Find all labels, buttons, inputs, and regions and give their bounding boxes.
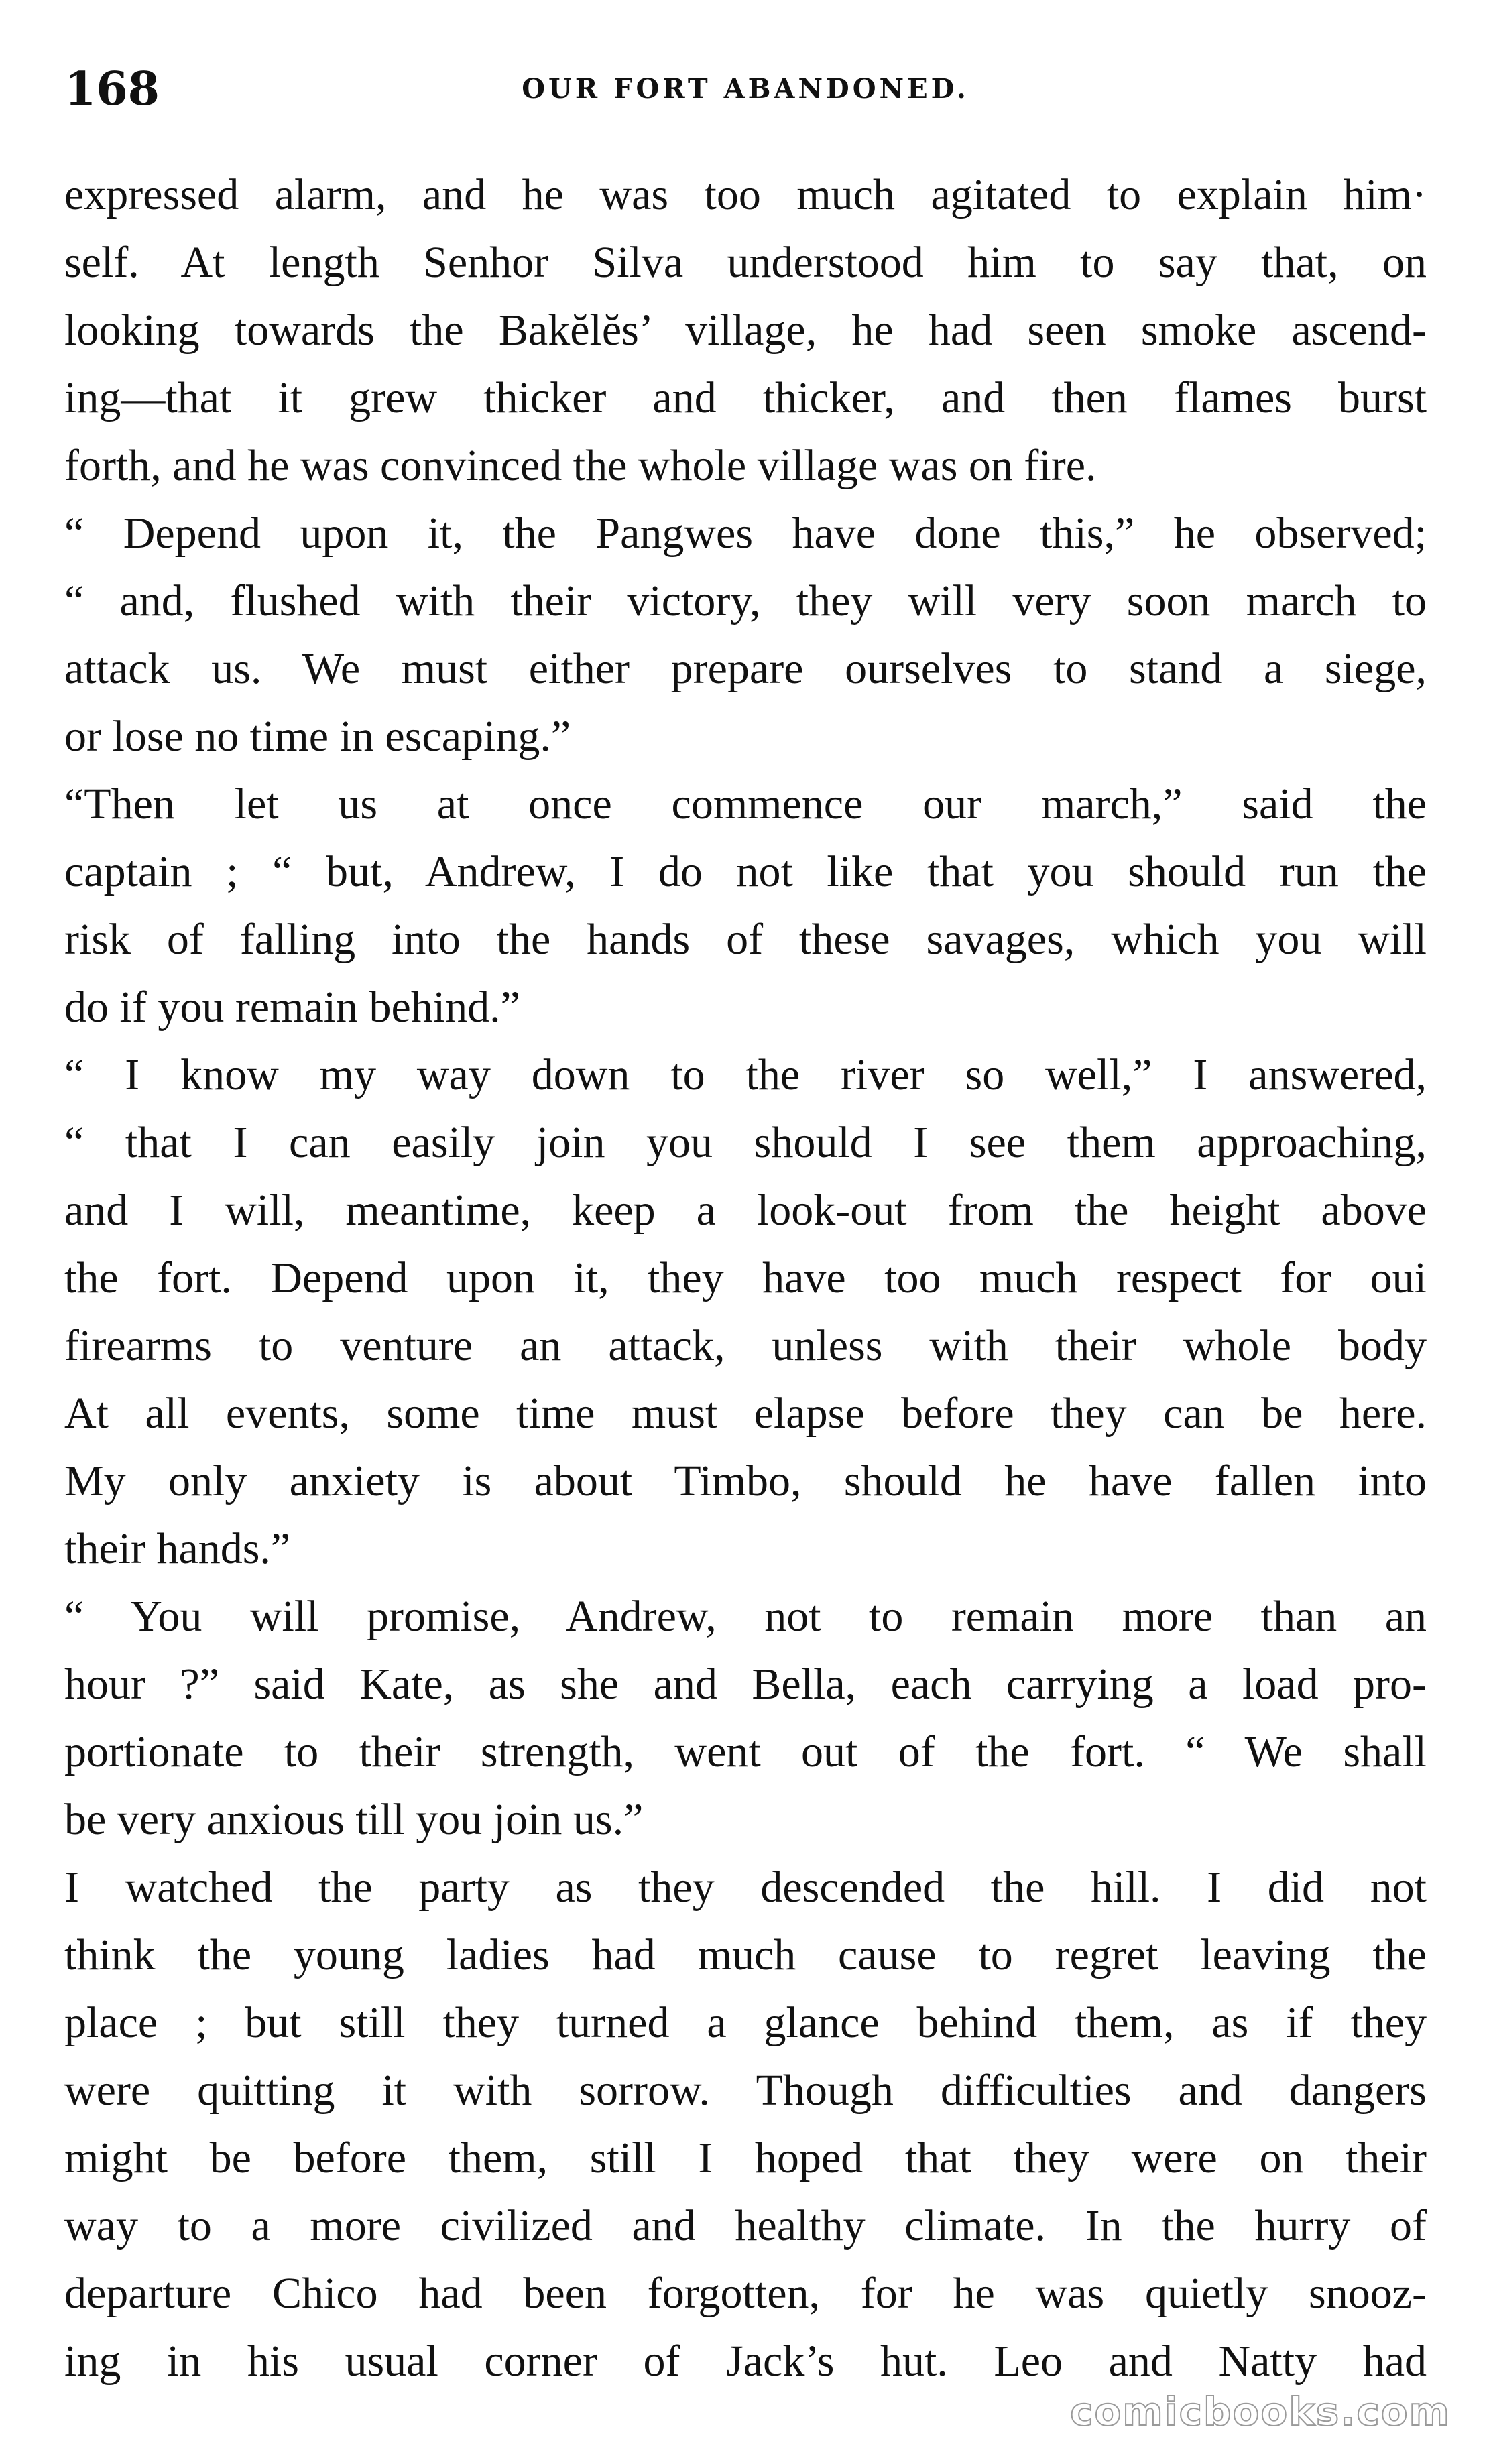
text-line: ing—that it grew thicker and thicker, and then flames burst [64,373,1427,422]
text-line: “ I know my way down to the river so well,” I answered, [64,1050,1427,1099]
text-line: be very anxious till you join us.” [64,1795,644,1844]
text-line: At all events, some time must elapse before they can be here. [64,1389,1427,1438]
text-line: the fort. Depend upon it, they have too much respect for oui [64,1253,1427,1302]
text-line: “Then let us at once commence our march,” said the [64,780,1427,828]
text-line: I watched the party as they descended the hill. I did not [64,1863,1427,1912]
page-header [64,59,1427,119]
body-text [64,161,1427,2395]
text-line: were quitting it with sorrow. Though difficulties and dangers [64,2066,1427,2115]
text-line: and I will, meantime, keep a look-out from the height above [64,1186,1427,1235]
text-line: self. At length Senhor Silva understood him to say that, on [64,238,1427,287]
running-head: OUR FORT ABANDONED. [522,73,969,105]
text-line: place ; but still they turned a glance behind them, as if they [64,1998,1427,2047]
text-line: “ You will promise, Andrew, not to remain more than an [64,1592,1427,1641]
text-line: risk of falling into the hands of these savages, which you will [64,915,1427,964]
text-line: forth, and he was convinced the whole village was on fire. [64,441,1097,490]
text-line: might be before them, still I hoped that they were on their [64,2134,1427,2182]
text-line: do if you remain behind.” [64,983,520,1032]
text-line: departure Chico had been forgotten, for he was quietly snooz- [64,2269,1427,2318]
text-line: “ and, flushed with their victory, they will very soon march to [64,576,1427,625]
text-line: or lose no time in escaping.” [64,712,571,761]
text-line: “ Depend upon it, the Pangwes have done this,” he observed; [64,509,1427,558]
text-line: looking towards the Bakĕlĕs’ village, he had seen smoke ascend- [64,306,1427,355]
watermark: comicbooks.com [1070,2389,1451,2435]
text-line: think the young ladies had much cause to regret leaving the [64,1930,1427,1979]
text-line: firearms to venture an attack, unless with their whole body [64,1321,1427,1370]
text-line: ing in his usual corner of Jack’s hut. Leo and Natty had [64,2337,1427,2386]
text-line: “ that I can easily join you should I see them approaching, [64,1118,1427,1167]
text-line: portionate to their strength, went out of the fort. “ We shall [64,1727,1427,1776]
text-line: expressed alarm, and he was too much agitated to explain him· [64,170,1427,219]
text-line: hour ?” said Kate, as she and Bella, each carrying a load pro- [64,1660,1427,1709]
text-line: way to a more civilized and healthy climate. In the hurry of [64,2201,1427,2250]
text-line: their hands.” [64,1524,291,1573]
text-line: captain ; “ but, Andrew, I do not like that you should run the [64,847,1427,896]
page-number: 168 [64,62,160,116]
text-line: My only anxiety is about Timbo, should he have fallen into [64,1457,1427,1505]
text-line: attack us. We must either prepare ourselves to stand a siege, [64,644,1427,693]
